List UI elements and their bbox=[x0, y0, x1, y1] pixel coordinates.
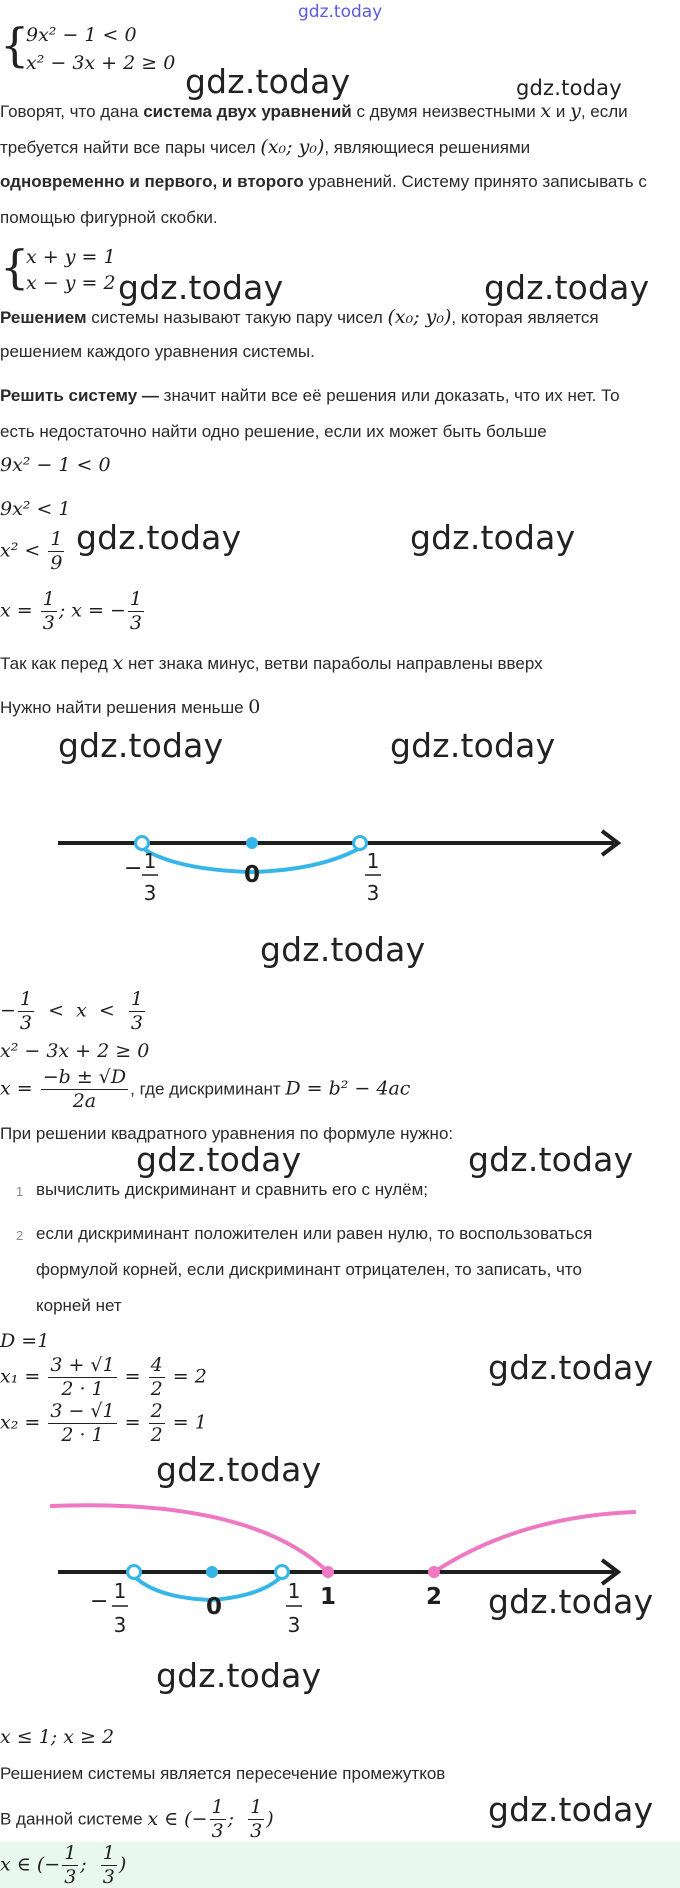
watermark: gdz.today bbox=[156, 1656, 322, 1695]
step-roots: x = $\frac{1}{3}$ ; x = − $\frac{1}{3}$ bbox=[0, 588, 142, 634]
root-x2: x₂ = $\frac{3 - √1}{2 \cdot 1}$ = $\frac{2}{2}$ = 1 bbox=[0, 1400, 207, 1446]
watermark: gdz.today bbox=[516, 76, 622, 100]
theory-paragraph-2: требуется найти все пары чисел (x₀; y₀), являющиеся решениями bbox=[0, 136, 531, 158]
step-inequality-2: 9x² < 1 bbox=[0, 498, 71, 520]
system-interval: В данной системе x ∈ (− $\frac{1}{3}$ ; $\frac{1}{3}$ ) bbox=[0, 1796, 274, 1842]
second-inequality: x² − 3x + 2 ≥ 0 bbox=[0, 1040, 150, 1062]
example-line-2: x − y = 2 bbox=[26, 272, 116, 294]
theory-paragraph-6: решением каждого уравнения системы. bbox=[0, 342, 315, 361]
need-solutions-note: Нужно найти решения меньше 0 bbox=[0, 696, 261, 718]
label-right-den: 3 bbox=[287, 1613, 301, 1637]
watermark: gdz.today bbox=[260, 930, 426, 969]
watermark: gdz.today bbox=[410, 518, 576, 557]
point-two bbox=[428, 1566, 440, 1578]
example-brace: { bbox=[0, 240, 30, 294]
list-item-2-line-2: формулой корней, если дискриминант отрицателен, то записать, что bbox=[36, 1260, 582, 1279]
watermark: gdz.today bbox=[58, 726, 224, 765]
label-right-den: 3 bbox=[366, 881, 380, 905]
step-inequality-1: 9x² − 1 < 0 bbox=[0, 454, 111, 476]
watermark: gdz.today bbox=[185, 62, 351, 101]
label-right-num: 1 bbox=[287, 1579, 301, 1603]
parabola-left-branch bbox=[50, 1505, 328, 1572]
open-point-right bbox=[354, 837, 367, 850]
final-answer: x ∈ (− $\frac{1}{3}$ ; $\frac{1}{3}$ ) bbox=[0, 1842, 127, 1888]
watermark: gdz.today bbox=[118, 268, 284, 307]
label-minus: − bbox=[124, 856, 143, 881]
result-interval-1: − $\frac{1}{3}$ < x < $\frac{1}{3}$ bbox=[0, 988, 143, 1034]
label-right-num: 1 bbox=[366, 849, 380, 873]
watermark: gdz.today bbox=[76, 518, 242, 557]
list-item-1: вычислить дискриминант и сравнить его с нулём; bbox=[36, 1180, 429, 1199]
theory-paragraph-1: Говорят, что дана система двух уравнений с двумя неизвестными x и y, если bbox=[0, 100, 628, 122]
watermark-top: gdz.today bbox=[298, 2, 383, 22]
label-one: 1 bbox=[319, 1584, 337, 1610]
label-minus: − bbox=[90, 1589, 109, 1614]
number-line-1 bbox=[0, 812, 680, 922]
system-brace: { bbox=[0, 18, 30, 72]
example-line-1: x + y = 1 bbox=[26, 246, 116, 268]
label-left-den: 3 bbox=[113, 1613, 127, 1637]
list-item-2-line-3: корней нет bbox=[36, 1296, 122, 1315]
theory-paragraph-8: есть недостаточно найти одно решение, если их может быть больше bbox=[0, 422, 547, 441]
label-two: 2 bbox=[425, 1584, 443, 1610]
system-line-2: x² − 3x + 2 ≥ 0 bbox=[26, 52, 176, 74]
point-one bbox=[322, 1566, 334, 1578]
step-inequality-3: x² < $\frac{1}{9}$ bbox=[0, 528, 63, 574]
watermark: gdz.today bbox=[156, 1450, 322, 1489]
watermark: gdz.today bbox=[484, 268, 650, 307]
label-left-num: 1 bbox=[143, 849, 157, 873]
theory-paragraph-4: помощью фигурной скобки. bbox=[0, 208, 218, 227]
label-left-den: 3 bbox=[143, 881, 157, 905]
open-point-right bbox=[276, 1566, 289, 1579]
theory-paragraph-3: одновременно и первого, и второго уравнений. Систему принято записывать с bbox=[0, 172, 647, 191]
system-line-1: 9x² − 1 < 0 bbox=[26, 24, 137, 46]
zero-point bbox=[246, 837, 258, 849]
list-item-2-line-1: если дискриминант положителен или равен нулю, то воспользоваться bbox=[36, 1224, 593, 1243]
quadratic-intro: При решении квадратного уравнения по формуле нужно: bbox=[0, 1124, 454, 1143]
watermark: gdz.today bbox=[468, 1140, 634, 1179]
discriminant-value: D =1 bbox=[0, 1330, 50, 1352]
zero-point bbox=[206, 1566, 218, 1578]
theory-paragraph-5: Решением системы называют такую пару чисел (x₀; y₀), которая является bbox=[0, 306, 599, 328]
root-formula: x = $\frac{-b \pm √D}{2a}$ , где дискриминант D = b² − 4ac bbox=[0, 1068, 411, 1112]
list-number-1: 1 bbox=[16, 1184, 24, 1199]
label-left-num: 1 bbox=[113, 1579, 127, 1603]
label-zero: 0 bbox=[243, 862, 261, 888]
root-x1: x₁ = $\frac{3 + √1}{2 \cdot 1}$ = $\frac{4}{2}$ = 2 bbox=[0, 1356, 207, 1400]
open-point-left bbox=[136, 837, 149, 850]
watermark: gdz.today bbox=[488, 1582, 654, 1621]
label-zero: 0 bbox=[205, 1594, 223, 1620]
watermark: gdz.today bbox=[136, 1140, 302, 1179]
watermark: gdz.today bbox=[488, 1348, 654, 1387]
watermark: gdz.today bbox=[390, 726, 556, 765]
list-number-2: 2 bbox=[16, 1228, 24, 1243]
parabola-note: Так как перед x нет знака минус, ветви параболы направлены вверх bbox=[0, 652, 543, 674]
open-point-left bbox=[128, 1566, 141, 1579]
intersection-note: Решением системы является пересечение промежутков bbox=[0, 1764, 446, 1783]
second-result: x ≤ 1; x ≥ 2 bbox=[0, 1726, 115, 1748]
watermark: gdz.today bbox=[488, 1790, 654, 1829]
theory-paragraph-7: Решить систему — значит найти все её решения или доказать, что их нет. То bbox=[0, 386, 620, 405]
